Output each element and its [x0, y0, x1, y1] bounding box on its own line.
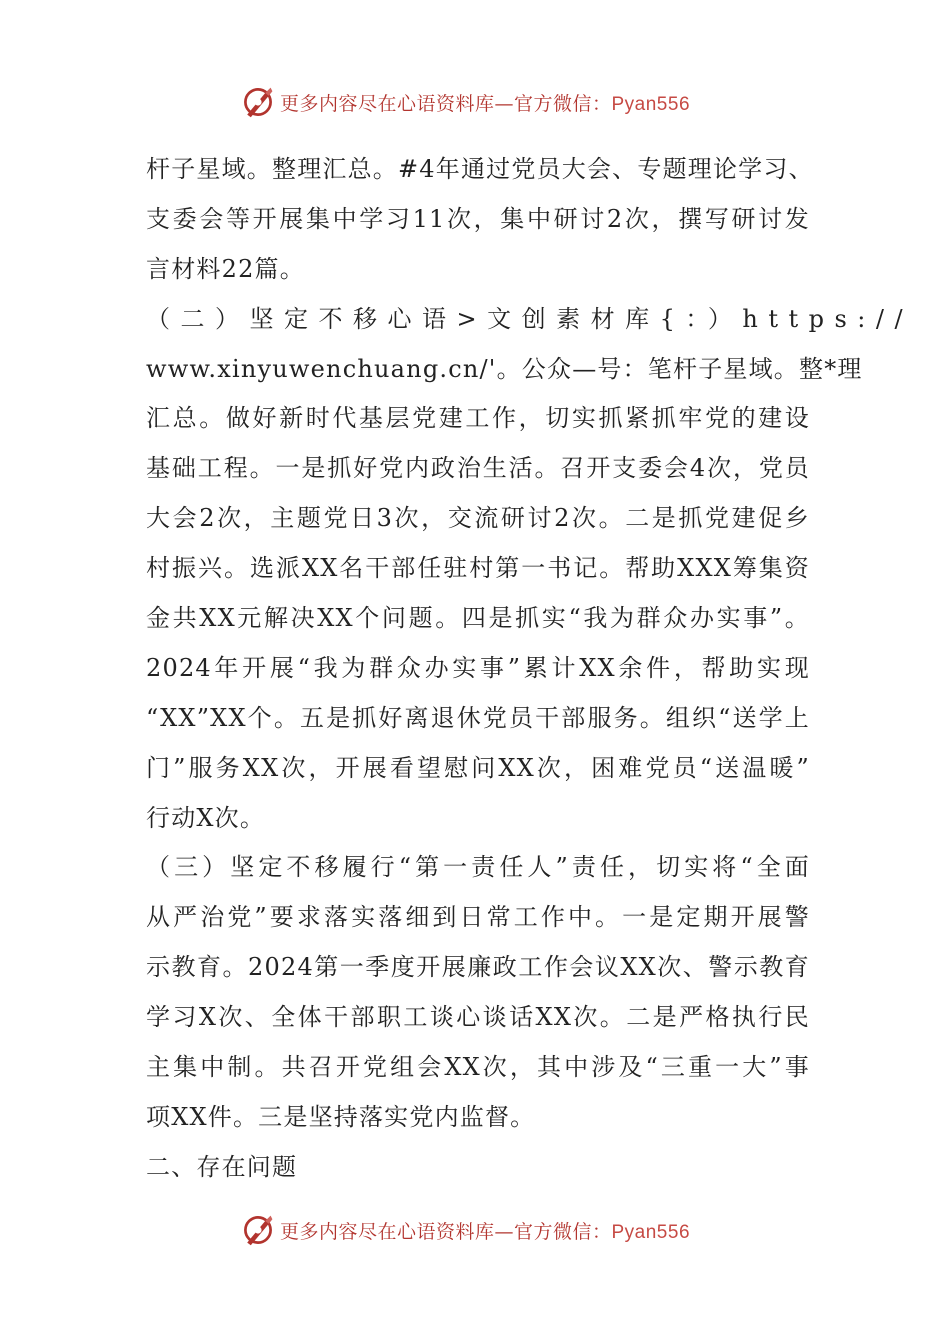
wechat-id: Pyan556	[611, 1221, 691, 1243]
section-heading: 二、存在问题	[146, 1152, 298, 1181]
text-line: “XX”XX个。五是抓好离退休党员干部服务。组织“送学上	[146, 703, 810, 732]
pen-logo-icon	[240, 84, 276, 120]
text-line: 从严治党”要求落实落细到日常工作中。一是定期开展警	[146, 903, 810, 932]
text-line: （三）坚定不移履行“第一责任人”责任，切实将“全面	[146, 853, 810, 882]
text-line: 行动X次。	[146, 803, 266, 832]
text-line: 主集中制。共召开党组会XX次，其中涉及“三重一大”事	[146, 1053, 810, 1082]
header-banner	[0, 82, 950, 122]
text-line: 杆子星域。整理汇总。#4年通过党员大会、专题理论学习、	[146, 155, 814, 183]
text-line: 汇总。做好新时代基层党建工作，切实抓紧抓牢党的建设	[146, 404, 810, 433]
text-line: 2024年开展“我为群众办实事”累计XX余件，帮助实现	[146, 653, 810, 682]
pen-logo-icon	[240, 1212, 276, 1248]
text-line: 门”服务XX次，开展看望慰问XX次，困难党员“送温暖”	[146, 753, 810, 782]
text-line: 项XX件。三是坚持落实党内监督。	[146, 1102, 536, 1131]
document-body	[146, 145, 914, 1193]
text-line: 大会2次，主题党日3次，交流研讨2次。二是抓党建促乡	[146, 504, 810, 533]
banner-text: 更多内容尽在心语资料库—官方微信：Pyan556	[279, 1220, 691, 1243]
text-line: 金共XX元解决XX个问题。四是抓实“我为群众办实事”。	[146, 604, 810, 633]
footer-banner	[0, 1210, 950, 1250]
text-line: （二）坚定不移心语>文创素材库{：）https://	[146, 304, 914, 333]
text-line: 示教育。2024第一季度开展廉政工作会议XX次、警示教育	[146, 953, 810, 982]
text-line: 言材料22篇。	[146, 254, 305, 283]
banner-text: 更多内容尽在心语资料库—官方微信：Pyan556	[279, 92, 691, 115]
text-line: 支委会等开展集中学习11次，集中研讨2次，撰写研讨发	[146, 204, 810, 233]
text-line: 学习X次、全体干部职工谈心谈话XX次。二是严格执行民	[146, 1003, 810, 1032]
text-line: 基础工程。一是抓好党内政治生活。召开支委会4次，党员	[146, 454, 810, 483]
text-line: 村振兴。选派XX名干部任驻村第一书记。帮助XXX筹集资	[146, 554, 810, 583]
text-line: www.xinyuwenchuang.cn/'。公众—号：笔杆子星域。整*理	[146, 354, 863, 383]
wechat-id: Pyan556	[611, 93, 691, 115]
